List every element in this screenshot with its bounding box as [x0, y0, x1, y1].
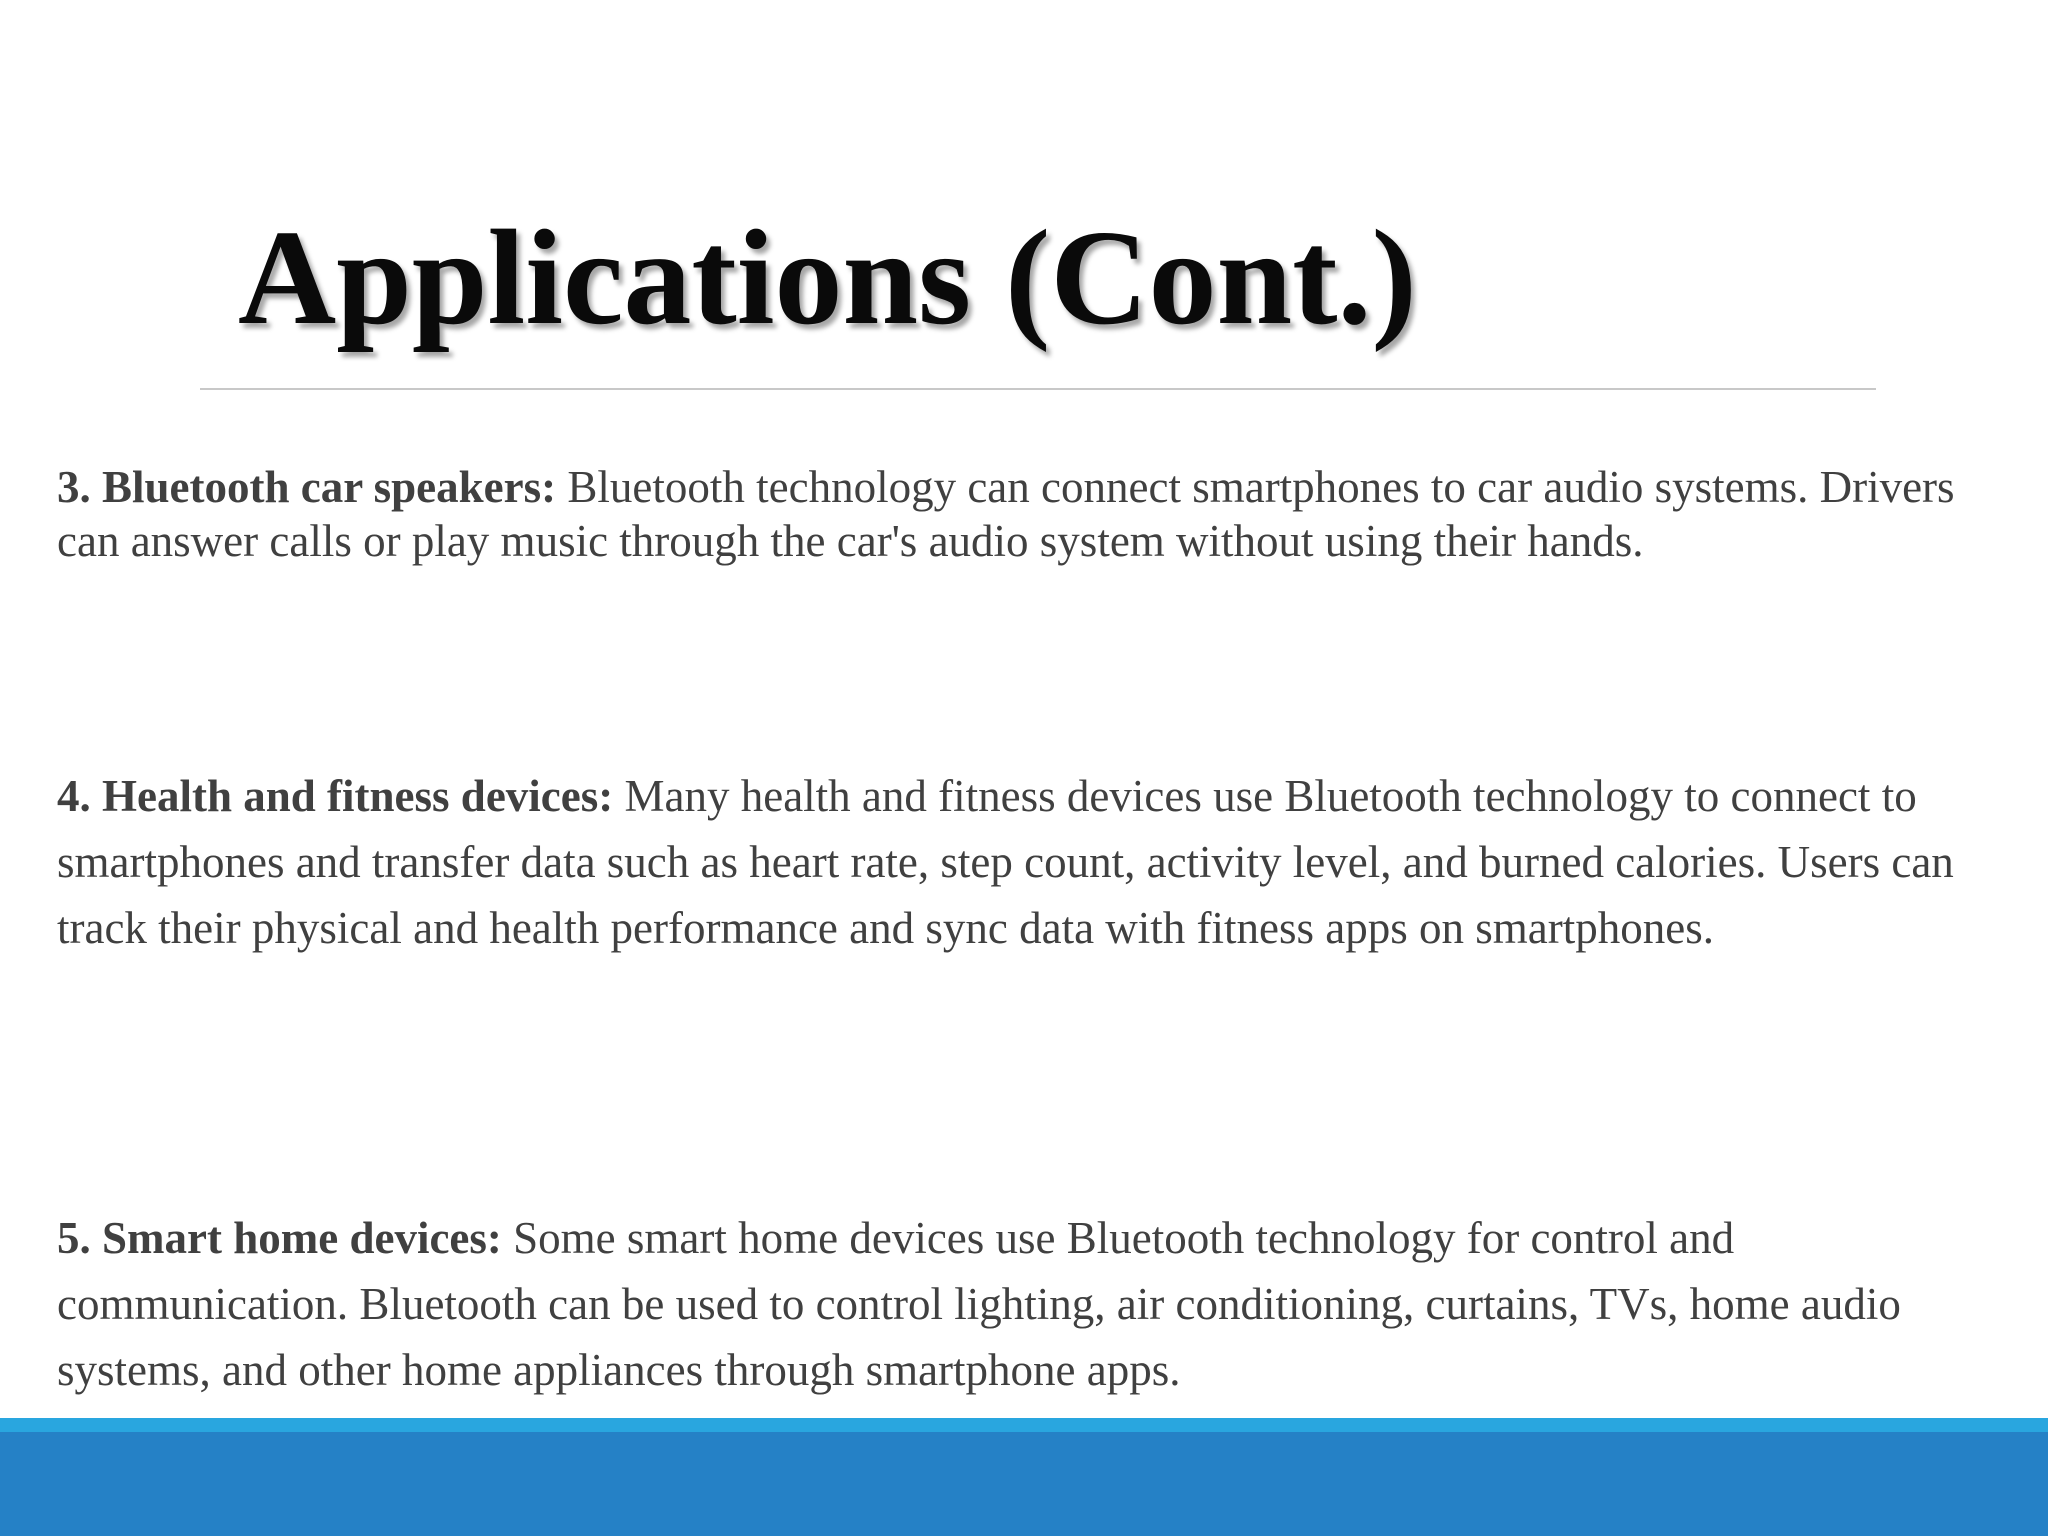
paragraph-body: Many health and fitness devices use Bluetooth technology to connect to smartphones and transfer data such as heart rate, step count, activity level, and burned calories. Users can track their physical and health performance and sync data with fitness apps on smartphones.	[57, 771, 1954, 953]
paragraph-smart-home-devices	[57, 1205, 1997, 1403]
paragraph-heading: 4. Health and fitness devices:	[57, 771, 614, 821]
footer-accent-strip	[0, 1418, 2048, 1432]
paragraph-heading: 3. Bluetooth car speakers:	[57, 462, 557, 512]
paragraph-body: Some smart home devices use Bluetooth technology for control and communication. Bluetooth can be used to control lighting, air conditioning, curtains, TVs, home audio systems, and other home appliances through smartphone apps.	[57, 1213, 1901, 1395]
paragraph-body: Bluetooth technology can connect smartphones to car audio systems. Drivers can answer calls or play music through the car's audio system without using their hands.	[57, 462, 1955, 566]
paragraph-health-fitness-devices	[57, 763, 1997, 961]
title-divider	[200, 388, 1876, 390]
slide-title: Applications (Cont.)	[238, 203, 1417, 353]
paragraph-heading: 5. Smart home devices:	[57, 1213, 502, 1263]
footer-band	[0, 1432, 2048, 1536]
paragraph-bluetooth-car-speakers	[57, 460, 1997, 568]
